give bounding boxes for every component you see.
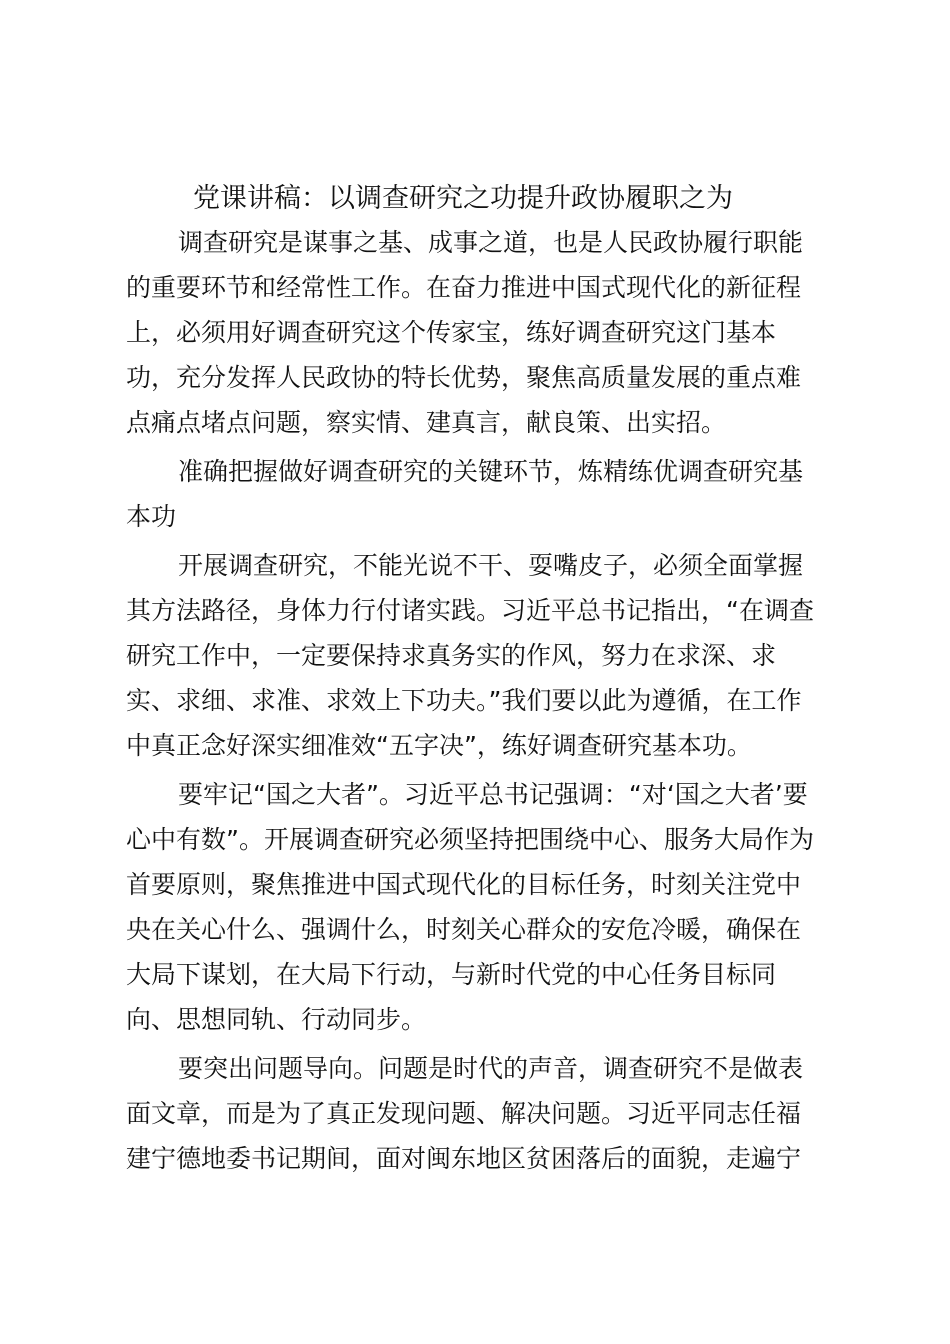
- paragraph-line: 中真正念好深实细准效“五字决”，练好调查研究基本功。: [126, 731, 752, 760]
- paragraph-line: 上，必须用好调查研究这个传家宝，练好调查研究这门基本: [126, 318, 777, 347]
- paragraph-line: 其方法路径，身体力行付诸实践。习近平总书记指出，“在调查: [126, 596, 814, 625]
- paragraph-line: 央在关心什么、强调什么，时刻关心群众的安危冷暖，确保在: [126, 915, 802, 944]
- paragraph-line: 要牢记“国之大者”。习近平总书记强调：“对‘国之大者’要: [178, 780, 808, 809]
- paragraph-line: 的重要环节和经常性工作。在奋力推进中国式现代化的新征程: [126, 273, 802, 302]
- paragraph-problem-oriented: [126, 1046, 830, 1181]
- paragraph-line: 心中有数”。开展调查研究必须坚持把围绕中心、服务大局作为: [126, 825, 814, 854]
- paragraph-methods: [126, 543, 830, 768]
- document-title: 党课讲稿：以调查研究之功提升政协履职之为: [193, 183, 733, 214]
- paragraph-line: 面文章，而是为了真正发现问题、解决问题。习近平同志任福: [126, 1099, 802, 1128]
- paragraph-line: 要突出问题导向。问题是时代的声音，调查研究不是做表: [178, 1054, 804, 1083]
- paragraph-national-priorities: [126, 772, 830, 1042]
- paragraph-line: 调查研究是谋事之基、成事之道，也是人民政协履行职能: [178, 228, 804, 257]
- paragraph-line: 建宁德地委书记期间，面对闽东地区贫困落后的面貌，走遍宁: [126, 1144, 802, 1173]
- document-page: [126, 178, 830, 1185]
- paragraph-line: 功，充分发挥人民政协的特长优势，聚焦高质量发展的重点难: [126, 363, 802, 392]
- paragraph-line: 实、求细、求准、求效上下功夫。”我们要以此为遵循，在工作: [126, 686, 802, 715]
- paragraph-line: 点痛点堵点问题，察实情、建真言，献良策、出实招。: [126, 408, 727, 437]
- section-heading: [126, 449, 830, 539]
- paragraph-intro: [126, 220, 830, 445]
- paragraph-line: 本功: [126, 502, 177, 531]
- paragraph-line: 大局下谋划，在大局下行动，与新时代党的中心任务目标同: [126, 960, 777, 989]
- paragraph-line: 研究工作中，一定要保持求真务实的作风，努力在求深、求: [126, 641, 777, 670]
- paragraph-line: 开展调查研究，不能光说不干、耍嘴皮子，必须全面掌握: [178, 551, 804, 580]
- paragraph-line: 准确把握做好调查研究的关键环节，炼精练优调查研究基: [178, 457, 804, 486]
- paragraph-line: 向、思想同轨、行动同步。: [126, 1005, 427, 1034]
- paragraph-line: 首要原则，聚焦推进中国式现代化的目标任务，时刻关注党中: [126, 870, 802, 899]
